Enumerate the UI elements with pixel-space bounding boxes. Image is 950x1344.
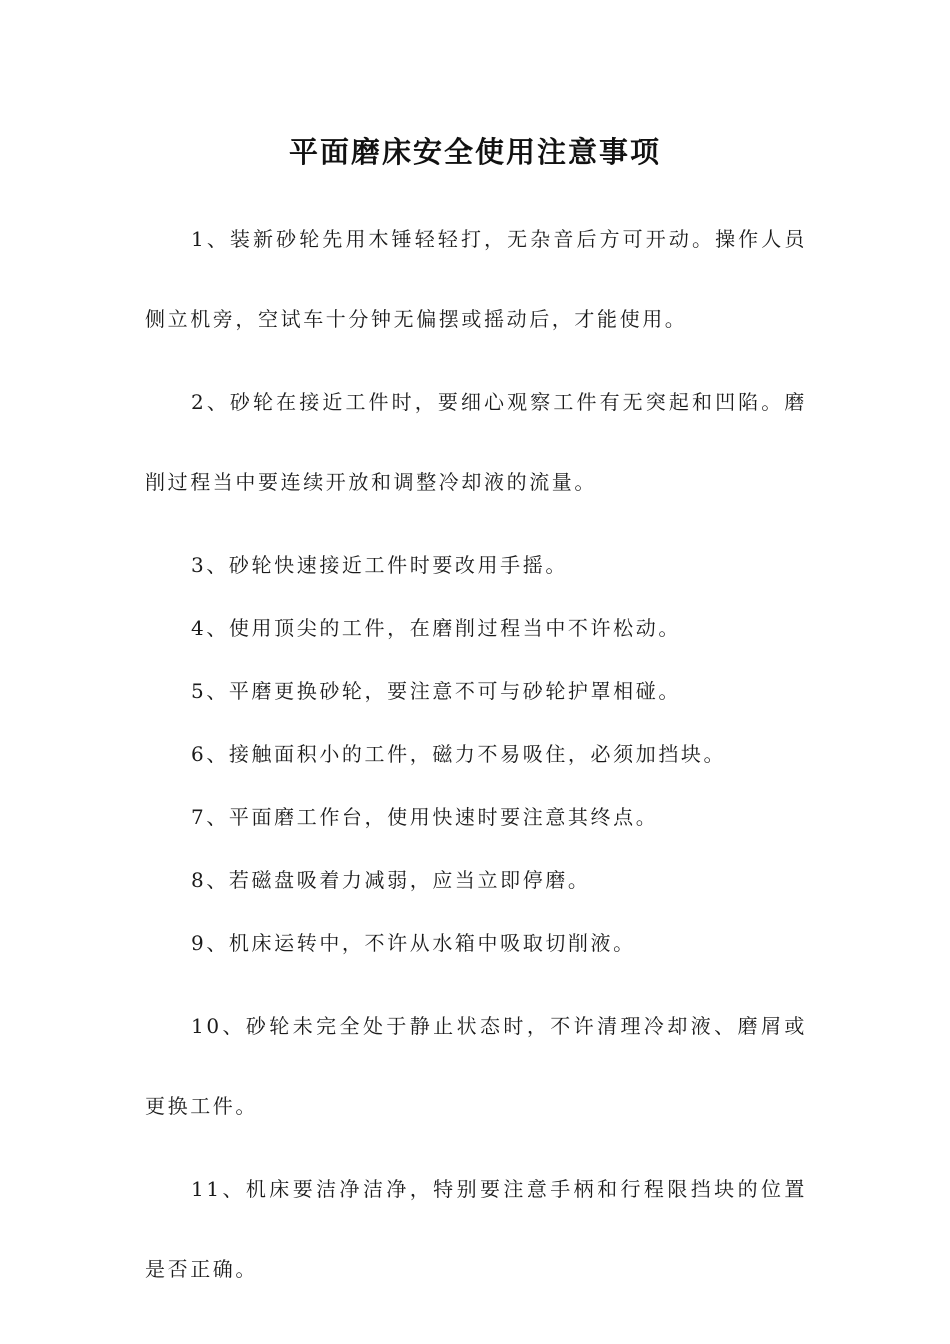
paragraph-item-8: 8、若磁盘吸着力减弱，应当立即停磨。 (191, 868, 591, 892)
document-title: 平面磨床安全使用注意事项 (288, 135, 661, 169)
paragraph-item-7: 7、平面磨工作台，使用快速时要注意其终点。 (191, 805, 659, 829)
paragraph-item-2: 2、砂轮在接近工件时，要细心观察工件有无突起和凹陷。磨削过程当中要连续开放和调整冷却液的流量。 (145, 390, 807, 494)
document-body (145, 199, 807, 1289)
paragraph-item-6: 6、接触面积小的工件，磁力不易吸住，必须加挡块。 (191, 742, 727, 766)
paragraph-item-9: 9、机床运转中，不许从水箱中吸取切削液。 (191, 931, 636, 955)
paragraph-item-11: 11、机床要洁净洁净，特别要注意手柄和行程限挡块的位置是否正确。 (145, 1177, 807, 1281)
paragraph-item-10: 10、砂轮未完全处于静止状态时，不许清理冷却液、磨屑或更换工件。 (145, 1014, 807, 1118)
paragraph-item-3: 3、砂轮快速接近工件时要改用手摇。 (191, 553, 568, 577)
paragraph-item-1: 1、装新砂轮先用木锤轻轻打，无杂音后方可开动。操作人员侧立机旁，空试车十分钟无偏摆或摇动后，才能使用。 (145, 227, 807, 331)
paragraph-item-5: 5、平磨更换砂轮，要注意不可与砂轮护罩相碰。 (191, 679, 681, 703)
paragraph-item-4: 4、使用顶尖的工件，在磨削过程当中不许松动。 (191, 616, 681, 640)
